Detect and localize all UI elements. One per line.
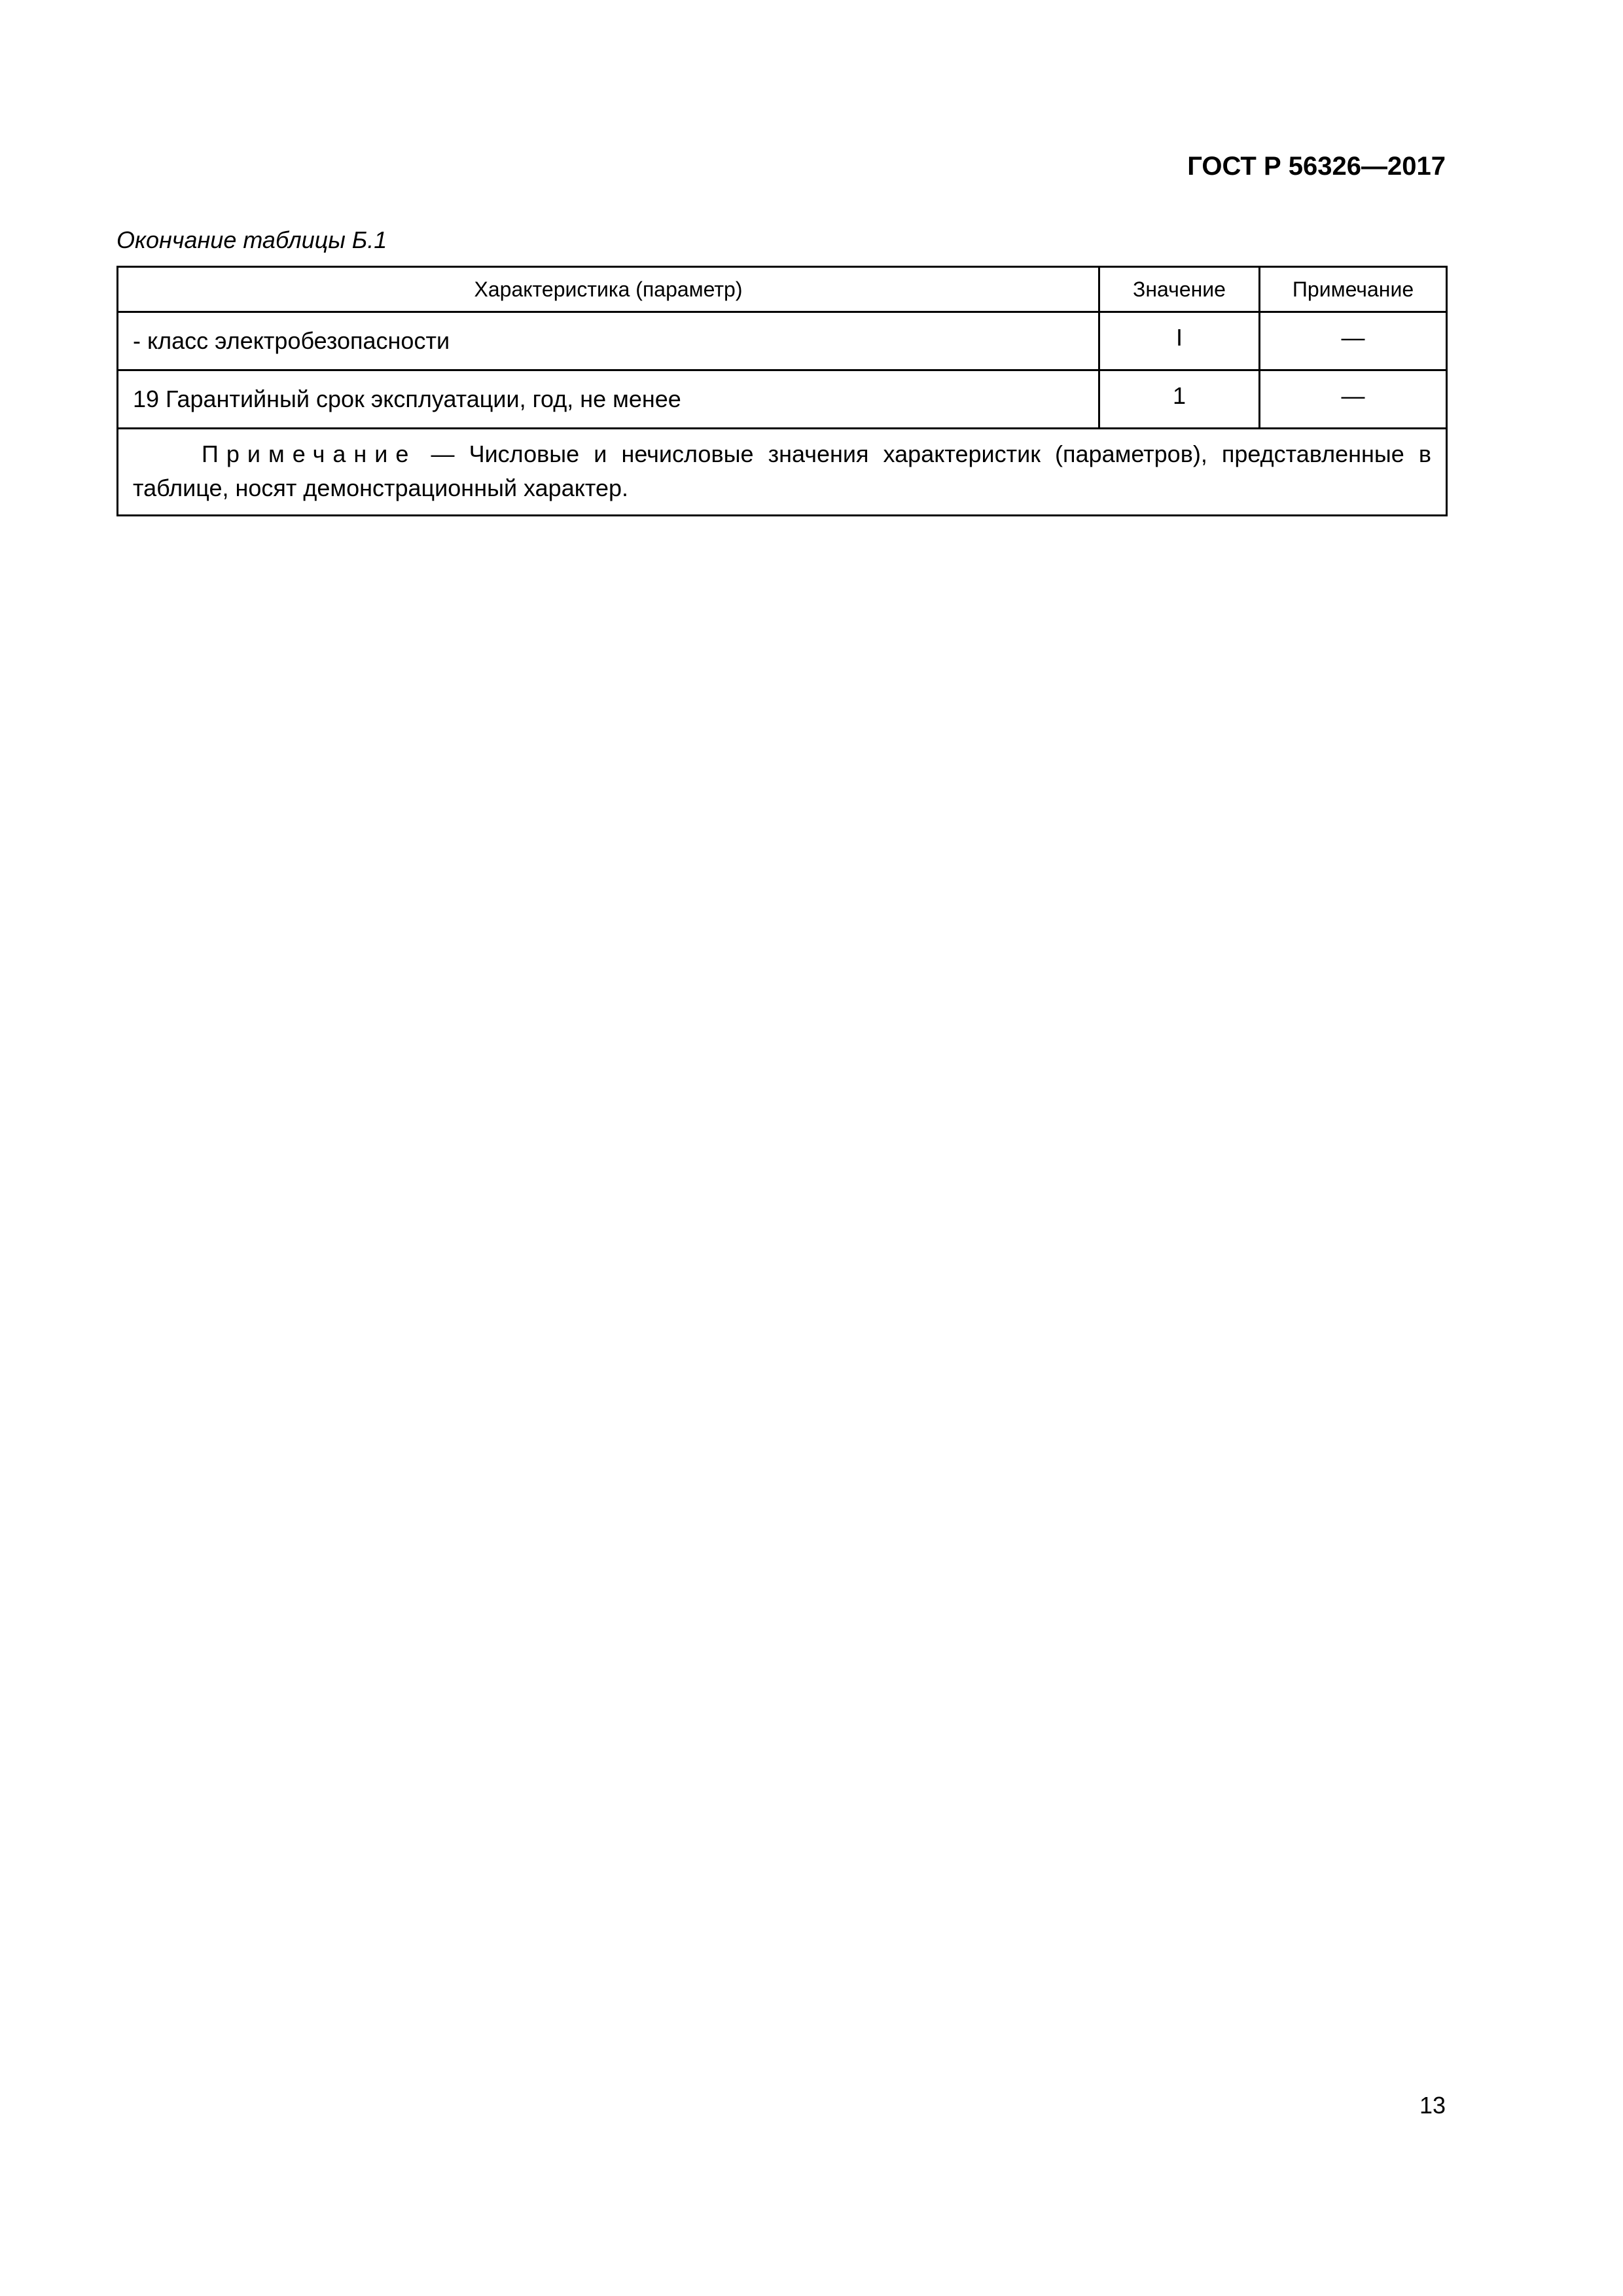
column-header-characteristic: Характеристика (параметр) [118,267,1099,312]
cell-value: I [1099,312,1260,370]
footnote-label: Примечание [202,440,417,467]
column-header-note: Примечание [1260,267,1447,312]
column-header-value: Значение [1099,267,1260,312]
cell-characteristic: 19 Гарантийный срок эксплуатации, год, не менее [118,370,1099,429]
table-row [118,312,1447,370]
table-footnote-row [118,429,1447,516]
table-footnote [118,429,1447,516]
cell-characteristic: - класс электробезопасности [118,312,1099,370]
page-number: 13 [1419,2092,1446,2119]
cell-note: — [1260,312,1447,370]
table-header-row [118,267,1447,312]
table-caption: Окончание таблицы Б.1 [116,226,387,253]
document-code: ГОСТ Р 56326—2017 [1187,152,1446,181]
footnote-text: — Числовые и нечисловые значения характеристик (параметров), представленные в таблице, носят демонстрационный характер. [133,440,1431,501]
spec-table [116,266,1448,516]
cell-note: — [1260,370,1447,429]
cell-value: 1 [1099,370,1260,429]
table-row [118,370,1447,429]
